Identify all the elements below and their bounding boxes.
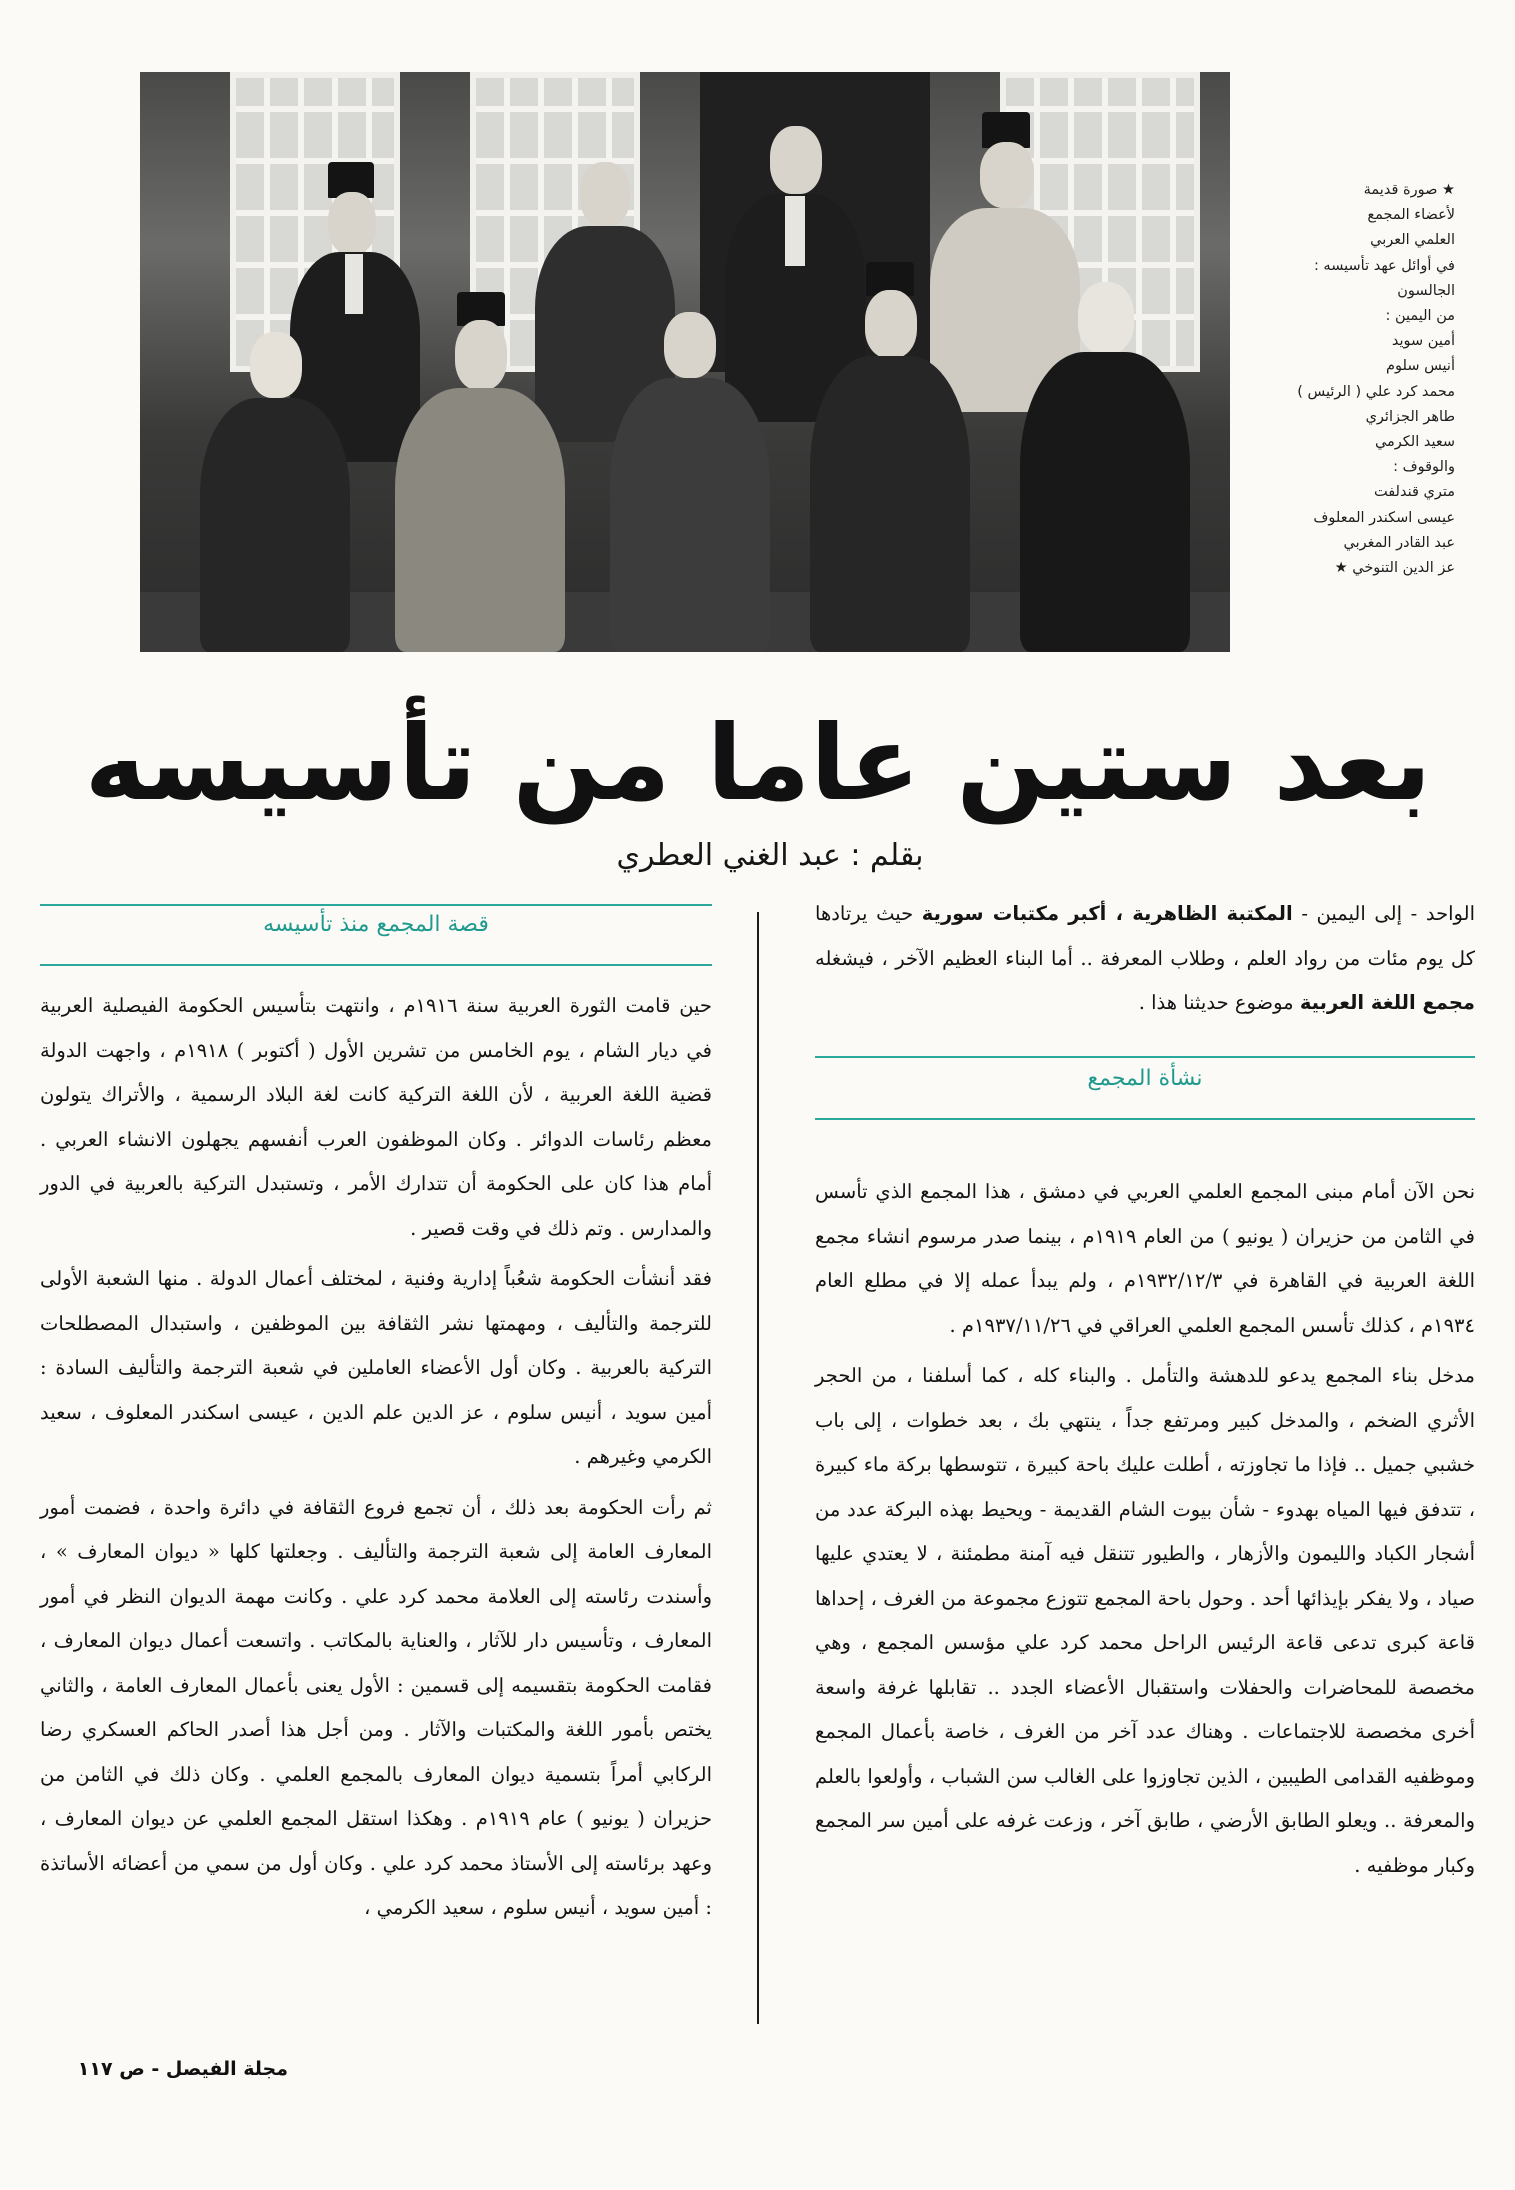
photo-caption: [1297, 178, 1455, 581]
caption-line: طاهر الجزائري: [1365, 408, 1455, 425]
intro-highlight: المكتبة الظاهرية ، أكبر مكتبات سورية: [921, 902, 1293, 925]
section-heading-story: قصة المجمع منذ تأسيسه: [263, 912, 489, 937]
caption-line: عز الدين التنوخي ★: [1334, 560, 1455, 577]
paragraph: حين قامت الثورة العربية سنة ١٩١٦م ، وانتهت بتأسيس الحكومة الفيصلية العربية في ديار الشام ، يوم الخامس من تشرين الأول ( أكتوبر ) ١٩١٨م ، واجهت الدولة قضية اللغة العربية ، لأن اللغة التركية كانت لغة البلاد الرسمية ، والأتراك يتولون معظم رئاسات الدوائر . وكان الموظفون العرب أنفسهم يجهلون الانشاء العربي . أمام هذا كان على الحكومة أن تتدارك الأمر ، وتستبدل التركية بالعربية في الدور والمدارس . وتم ذلك في وقت قصير .: [40, 994, 712, 1240]
section-heading-origin: نشأة المجمع: [1087, 1066, 1203, 1091]
caption-line: لأعضاء المجمع: [1367, 207, 1455, 224]
page-footer: مجلة الفيصل - ص ١١٧: [77, 2058, 288, 2080]
right-column-body: [815, 1170, 1475, 1894]
caption-line: محمد كرد علي ( الرئيس ): [1297, 383, 1455, 400]
caption-line: عيسى اسكندر المعلوف: [1313, 509, 1455, 526]
caption-line: متري قندلفت: [1373, 484, 1455, 501]
caption-line: سعيد الكرمي: [1374, 434, 1455, 451]
article-title: بعد ستين عاما من تأسيسه: [84, 702, 1432, 824]
divider: [40, 964, 712, 966]
caption-line: في أوائل عهد تأسيسه :: [1313, 257, 1455, 274]
seated-person: [810, 262, 970, 652]
caption-line: عبد القادر المغربي: [1343, 534, 1455, 551]
byline: بقلم : عبد الغني العطري: [616, 838, 924, 873]
group-photo: [140, 72, 1230, 652]
divider: [815, 1056, 1475, 1058]
paragraph: فقد أنشأت الحكومة شعُباً إدارية وفنية ، لمختلف أعمال الدولة . منها الشعبة الأولى للترجمة والتأليف ، ومهمتها نشر الثقافة بين الموظفين ، واستبدال المصطلحات التركية بالعربية . وكان أول الأعضاء العاملين في شعبة الترجمة والتأليف السادة : أمين سويد ، أنيس سلوم ، عز الدين علم الدين ، عيسى اسكندر المعلوف ، سعيد الكرمي وغيرهم .: [40, 1267, 712, 1468]
caption-line: أنيس سلوم: [1386, 358, 1455, 375]
divider: [40, 904, 712, 906]
intro-highlight: مجمع اللغة العربية: [1299, 991, 1475, 1014]
caption-line: العلمي العربي: [1370, 232, 1455, 249]
right-column-intro: الواحد - إلى اليمين - المكتبة الظاهرية ، أكبر مكتبات سورية حيث يرتادها كل يوم مئات من رواد العلم ، وطلاب المعرفة .. أما البناء العظيم الآخر ، فيشغله مجمع اللغة العربية موضوع حديثنا هذا .: [815, 902, 1475, 1014]
seated-person: [1020, 282, 1190, 652]
caption-line: ★ صورة قديمة: [1363, 182, 1455, 198]
paragraph: ثم رأت الحكومة بعد ذلك ، أن تجمع فروع الثقافة في دائرة واحدة ، فضمت أمور المعارف العامة إلى شعبة الترجمة والتأليف . وجعلتها كلها « ديوان المعارف » ، وأسندت رئاسته إلى العلامة محمد كرد علي . وكانت مهمة الديوان النظر في أمور المعارف ، وتأسيس دار للآثار ، والعناية بالمكاتب . واتسعت أعمال ديوان المعارف ، فقامت الحكومة بتقسيمه إلى قسمين : الأول يعنى بأعمال المعارف العامة ، والثاني يختص بأمور اللغة والمكتبات والآثار . ومن أجل هذا أصدر الحاكم العسكري رضا الركابي أمراً بتسمية ديوان المعارف بالمجمع العلمي . وكان ذلك في الثامن من حزيران ( يونيو ) عام ١٩١٩م . وهكذا استقل المجمع العلمي عن ديوان المعارف ، وعهد برئاسته إلى الأستاذ محمد كرد علي . وكان أول من سمي من أعضائه الأساتذة : أمين سويد ، أنيس سلوم ، سعيد الكرمي ،: [40, 1495, 712, 1919]
seated-person: [395, 292, 565, 652]
paragraph: مدخل بناء المجمع يدعو للدهشة والتأمل . والبناء كله ، كما أسلفنا ، من الحجر الأثري الضخم ، والمدخل كبير ومرتفع جداً ، ينتهي بك ، بعد خطوات ، إلى باب خشبي جميل .. فإذا ما تجاوزته ، أطلت عليك باحة كبيرة ، تتوسطها بركة ماء كبيرة ، تتدفق فيها المياه بهدوء - شأن بيوت الشام القديمة - ويحيط بهذه البركة عدد من أشجار الكباد والليمون والأزهار ، والطيور تتنقل فيه آمنة مطمئنة ، لا يعتدي عليها صياد ، ولا يفكر بإيذائها أحد . وحول باحة المجمع تتوزع مجموعة من الغرف ، إحداها قاعة كبرى تدعى قاعة الرئيس الراحل محمد كرد علي مؤسس المجمع ، وهي مخصصة للمحاضرات والحفلات واستقبال الأعضاء الجدد .. تقابلها غرفة واسعة أخرى مخصصة للاجتماعات . وهناك عدد آخر من الغرف ، خاصة بأعمال المجمع وموظفيه القدامى الطيبين ، الذين تجاوزوا على الغالب سن الشباب ، وأولعوا بالعلم والمعرفة .. ويعلو الطابق الأرضي ، طابق آخر ، وزعت غرفه على أمين سر المجمع وكبار موظفيه .: [815, 1364, 1475, 1877]
caption-line: أمين سويد: [1391, 333, 1455, 350]
caption-line: من اليمين :: [1385, 308, 1455, 325]
paragraph: نحن الآن أمام مبنى المجمع العلمي العربي في دمشق ، هذا المجمع الذي تأسس في الثامن من حزيران ( يونيو ) من العام ١٩١٩م ، بينما صدر مرسوم انشاء مجمع اللغة العربية في القاهرة في ١٩٣٢/١٢/٣م ، ولم يبدأ عمله إلا في مطلع العام ١٩٣٤م ، كذلك تأسس المجمع العلمي العراقي في ١٩٣٧/١١/٢٦م .: [815, 1180, 1475, 1337]
left-column-body: [40, 984, 712, 1937]
caption-line: الجالسون: [1397, 282, 1455, 299]
column-separator: [757, 912, 759, 2024]
divider: [815, 1118, 1475, 1120]
caption-line: والوقوف :: [1393, 459, 1455, 476]
seated-person: [610, 292, 770, 652]
seated-person: [200, 332, 350, 652]
